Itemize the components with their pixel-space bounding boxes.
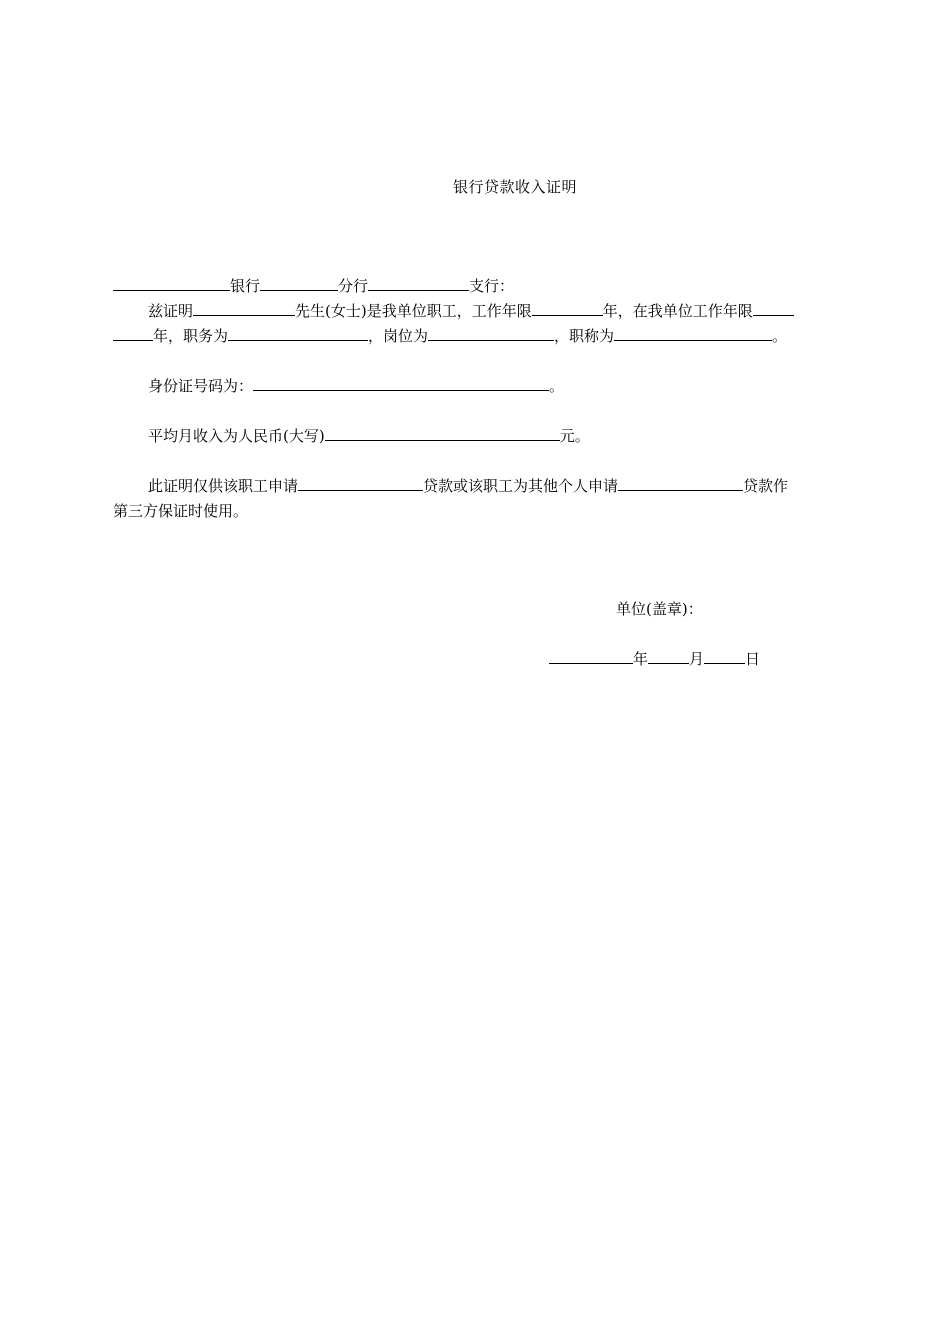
- years-here-label: 年，在我单位工作年限: [602, 302, 753, 320]
- post-blank[interactable]: [428, 324, 554, 341]
- usage-part4: 第三方保证时使用。: [113, 502, 249, 520]
- post-label: ，岗位为: [368, 327, 429, 345]
- professional-title-blank[interactable]: [614, 324, 772, 341]
- employee-name-blank[interactable]: [193, 299, 295, 316]
- bank-line: [113, 274, 837, 298]
- branch-label: 分行: [338, 277, 369, 295]
- unit-stamp-label: 单位(盖章)：: [616, 600, 703, 618]
- day-label: 日: [745, 650, 761, 668]
- date-line: [549, 647, 760, 671]
- usage-line: [113, 474, 872, 498]
- usage-part2: 贷款或该职工为其他个人申请: [423, 477, 619, 495]
- position-blank[interactable]: [228, 324, 368, 341]
- position-line: [113, 324, 837, 348]
- id-number-blank[interactable]: [253, 374, 549, 391]
- branch-name-blank[interactable]: [260, 274, 338, 291]
- id-period: 。: [549, 377, 565, 395]
- title-label: ，职称为: [554, 327, 615, 345]
- document-title: 银行贷款收入证明: [452, 178, 577, 196]
- certify-label: 兹证明: [148, 302, 194, 320]
- usage-part1: 此证明仅供该职工申请: [148, 477, 299, 495]
- income-label: 平均月收入为人民币(大写): [148, 427, 325, 445]
- certify-line: [113, 299, 872, 323]
- mr-ms-label: 先生(女士)是我单位职工，工作年限: [295, 302, 532, 320]
- year-label: 年: [633, 650, 649, 668]
- income-line: [113, 424, 872, 448]
- year-blank[interactable]: [549, 647, 633, 664]
- day-blank[interactable]: [704, 647, 745, 664]
- sub-branch-label: 支行：: [469, 277, 515, 295]
- income-unit: 元。: [559, 427, 590, 445]
- usage-part3: 贷款作: [743, 477, 789, 495]
- id-label: 身份证号码为：: [148, 377, 254, 395]
- line3-period: 。: [772, 327, 788, 345]
- bank-name-blank[interactable]: [113, 274, 230, 291]
- income-amount-blank[interactable]: [325, 424, 560, 441]
- month-label: 月: [689, 650, 705, 668]
- loan-type-blank[interactable]: [298, 474, 423, 491]
- sub-branch-name-blank[interactable]: [368, 274, 469, 291]
- position-label: 年，职务为: [153, 327, 229, 345]
- usage-line-continued: [113, 499, 837, 523]
- month-blank[interactable]: [648, 647, 689, 664]
- bank-label: 银行: [230, 277, 261, 295]
- id-line: [113, 374, 872, 398]
- guarantee-loan-blank[interactable]: [618, 474, 743, 491]
- years-here-blank-end[interactable]: [113, 324, 153, 341]
- years-here-blank-start[interactable]: [753, 299, 794, 316]
- work-years-blank[interactable]: [532, 299, 603, 316]
